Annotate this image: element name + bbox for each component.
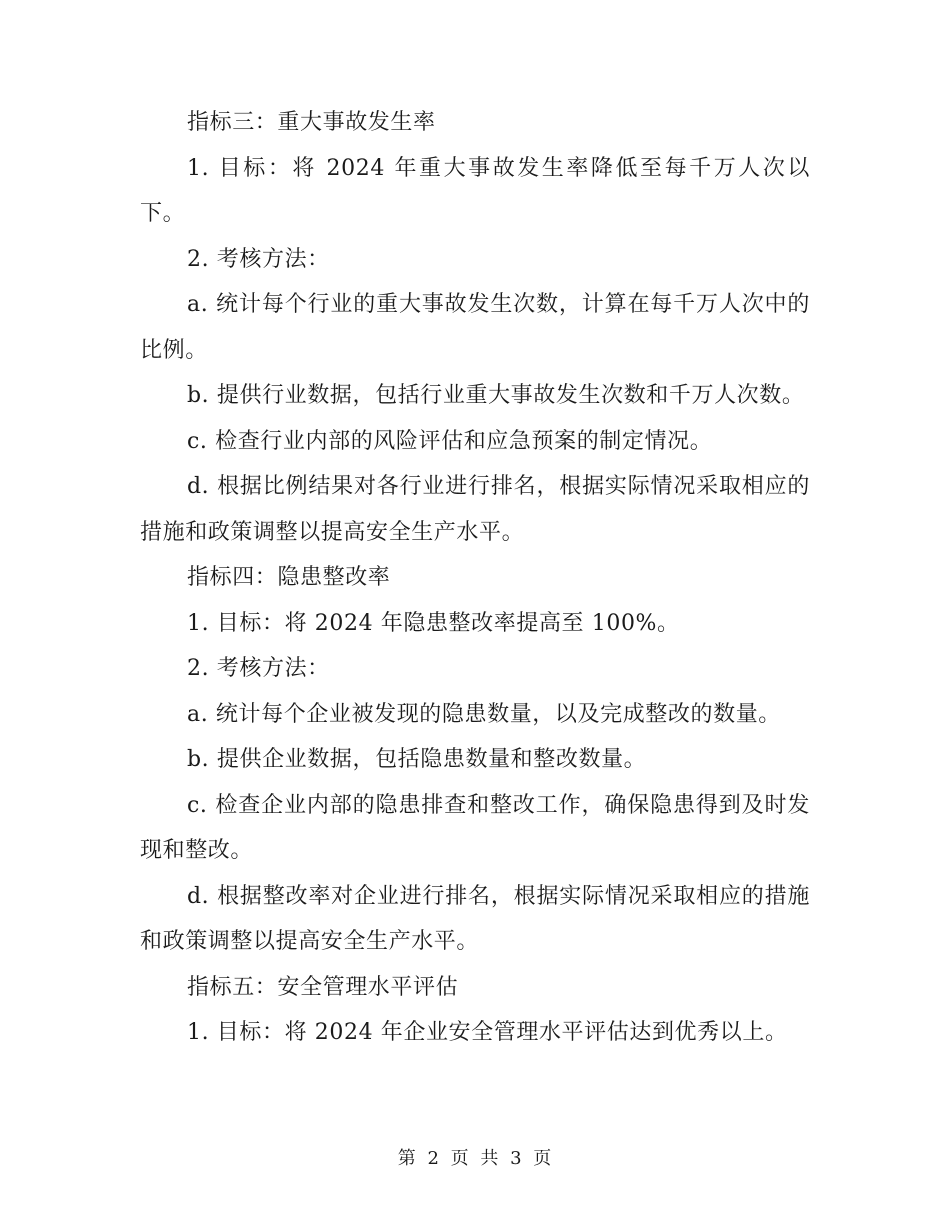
section-heading-indicator-3: 指标三：重大事故发生率 [187, 110, 436, 135]
page-footer: 第 2 页 共 3 页 [397, 1148, 553, 1169]
paragraph: b. 提供企业数据，包括隐患数量和整改数量。 [187, 747, 647, 772]
paragraph: 2. 考核方法： [187, 246, 330, 272]
paragraph: d. 根据比例结果对各行业进行排名，根据实际情况采取相应的措施和政策调整以提高安全生产水平。 [140, 474, 810, 545]
paragraph: a. 统计每个企业被发现的隐患数量，以及完成整改的数量。 [187, 701, 781, 727]
paragraph: a. 统计每个行业的重大事故发生次数，计算在每千万人次中的比例。 [140, 292, 810, 363]
paragraph: 2. 考核方法： [187, 656, 330, 681]
paragraph: c. 检查企业内部的隐患排查和整改工作，确保隐患得到及时发现和整改。 [140, 792, 810, 863]
paragraph: 1. 目标：将 2024 年企业安全管理水平评估达到优秀以上。 [187, 1020, 788, 1045]
paragraph: c. 检查行业内部的风险评估和应急预案的制定情况。 [187, 428, 713, 454]
paragraph: 1. 目标：将 2024 年隐患整改率提高至 100%。 [187, 610, 680, 636]
paragraph: d. 根据整改率对企业进行排名，根据实际情况采取相应的措施和政策调整以提高安全生产水平。 [140, 883, 810, 954]
section-heading-indicator-4: 指标四：隐患整改率 [187, 565, 391, 590]
paragraph: 1. 目标：将 2024 年重大事故发生率降低至每千万人次以下。 [140, 155, 810, 226]
paragraph: b. 提供行业数据，包括行业重大事故发生次数和千万人次数。 [187, 383, 805, 408]
document-body [140, 100, 810, 1056]
section-heading-indicator-5: 指标五：安全管理水平评估 [187, 974, 459, 1000]
